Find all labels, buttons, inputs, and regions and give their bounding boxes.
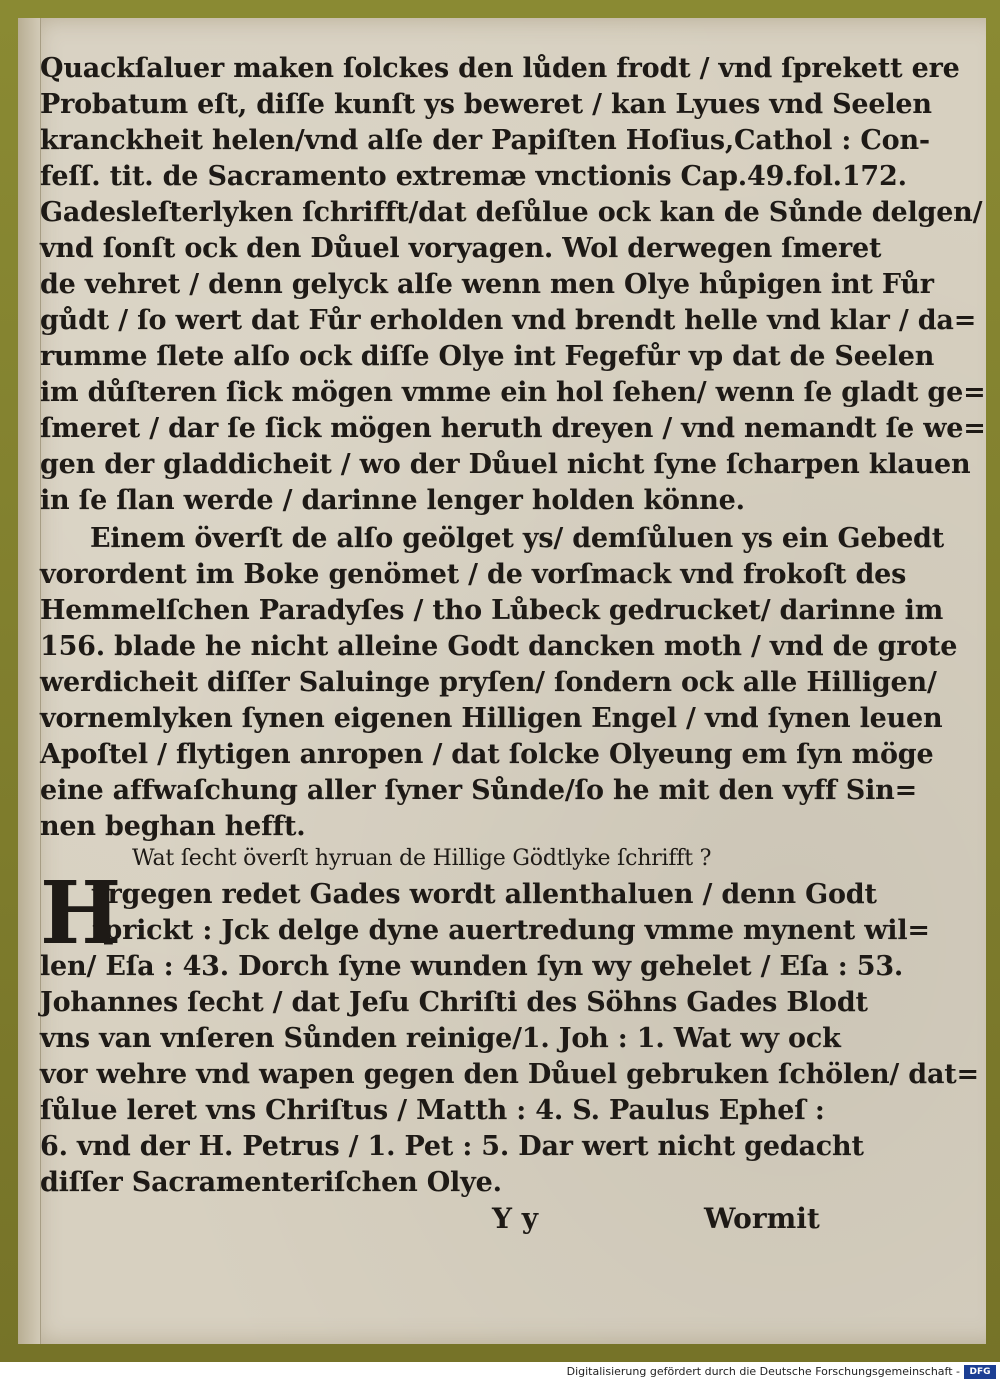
text-line: Probatum eſt, diſſe kunſt ys beweret / kan Lyues vnd Seelen	[40, 89, 932, 120]
text-line: vnd ſonſt ock den Důuel voryagen. Wol derwegen ſmeret	[40, 233, 882, 264]
text-line: gen der gladdicheit / wo der Důuel nicht ſyne ſcharpen klauen	[40, 449, 971, 480]
text-line: werdicheit diſſer Saluinge pryſen/ ſondern ock alle Hilligen/	[40, 667, 937, 698]
drop-cap: H	[40, 863, 122, 964]
text-line: Gadesleſterlyken ſchrifft/dat deſůlue ock kan de Sůnde delgen/	[40, 197, 983, 228]
text-line: ſprickt : Jck delge dyne auertredung vmme mynent wil=	[92, 915, 930, 946]
text-line: im důſteren ſick mögen vmme ein hol ſehen/ wenn ſe gladt ge=	[40, 377, 986, 408]
text-line: len/ Eſa : 43. Dorch ſyne wunden ſyn wy gehelet / Eſa : 53.	[40, 951, 904, 982]
text-line: vns van vnſeren Sůnden reinige/1. Joh : 1. Wat wy ock	[40, 1023, 841, 1054]
book-page	[18, 18, 986, 1344]
text-line: 6. vnd der H. Petrus / 1. Pet : 5. Dar wert nicht gedacht	[40, 1131, 864, 1162]
footer-credit: Digitalisierung gefördert durch die Deutsche Forschungsgemeinschaft -	[566, 1365, 960, 1378]
text-line: Quackſaluer maken ſolckes den lůden frodt / vnd ſprekett ere	[40, 53, 960, 84]
section-heading: Wat ſecht överſt hyruan de Hillige Gödtlyke ſchrifft ?	[132, 846, 712, 871]
text-line: nen beghan hefft.	[40, 811, 306, 842]
text-line: eine affwaſchung aller ſyner Sůnde/ſo he mit den vyff Sin=	[40, 775, 917, 806]
signature-mark: Y y	[492, 1202, 539, 1235]
text-line: diſſer Sacramenteriſchen Olye.	[40, 1167, 502, 1198]
text-line: de vehret / denn gelyck alſe wenn men Olye hůpigen int Fůr	[40, 269, 934, 300]
text-line: Johannes ſecht / dat Jeſu Chriſti des Söhns Gades Blodt	[40, 987, 868, 1018]
text-line: vor wehre vnd wapen gegen den Důuel gebruken ſchölen/ dat=	[40, 1059, 979, 1090]
text-line: kranckheit helen/vnd alſe der Papiſten Hoſius,Cathol : Con-	[40, 125, 930, 156]
text-line: feſſ. tit. de Sacramento extremæ vnctionis Cap.49.fol.172.	[40, 161, 907, 192]
footer-bar	[0, 1362, 1000, 1382]
text-line: yrgegen redet Gades wordt allenthaluen / denn Godt	[92, 879, 877, 910]
page-gutter	[18, 18, 41, 1344]
text-line: Einem överſt de alſo geölget ys/ demſůluen ys ein Gebedt	[90, 523, 944, 554]
text-line: rumme ſlete alſo ock diſſe Olye int Fegefůr vp dat de Seelen	[40, 341, 935, 372]
text-line: ſůlue leret vns Chriſtus / Matth : 4. S. Paulus Epheſ :	[40, 1095, 825, 1126]
text-line: Hemmelſchen Paradyſes / tho Lůbeck gedrucket/ darinne im	[40, 595, 944, 626]
catchword: Wormit	[704, 1202, 820, 1235]
dfg-logo: DFG	[964, 1365, 996, 1379]
text-line: vorordent im Boke genömet / de vorſmack vnd frokoſt des	[40, 559, 907, 590]
text-line: vornemlyken ſynen eigenen Hilligen Engel / vnd ſynen leuen	[40, 703, 943, 734]
text-line: Apoſtel / flytigen anropen / dat ſolcke Olyeung em ſyn möge	[40, 739, 934, 770]
text-line: gůdt / ſo wert dat Fůr erholden vnd brendt helle vnd klar / da=	[40, 305, 977, 336]
text-line: in ſe ſlan werde / darinne lenger holden könne.	[40, 485, 745, 516]
text-line: 156. blade he nicht alleine Godt dancken moth / vnd de grote	[40, 631, 958, 662]
text-line: ſmeret / dar ſe ſick mögen heruth dreyen / vnd nemandt ſe we=	[40, 413, 986, 444]
